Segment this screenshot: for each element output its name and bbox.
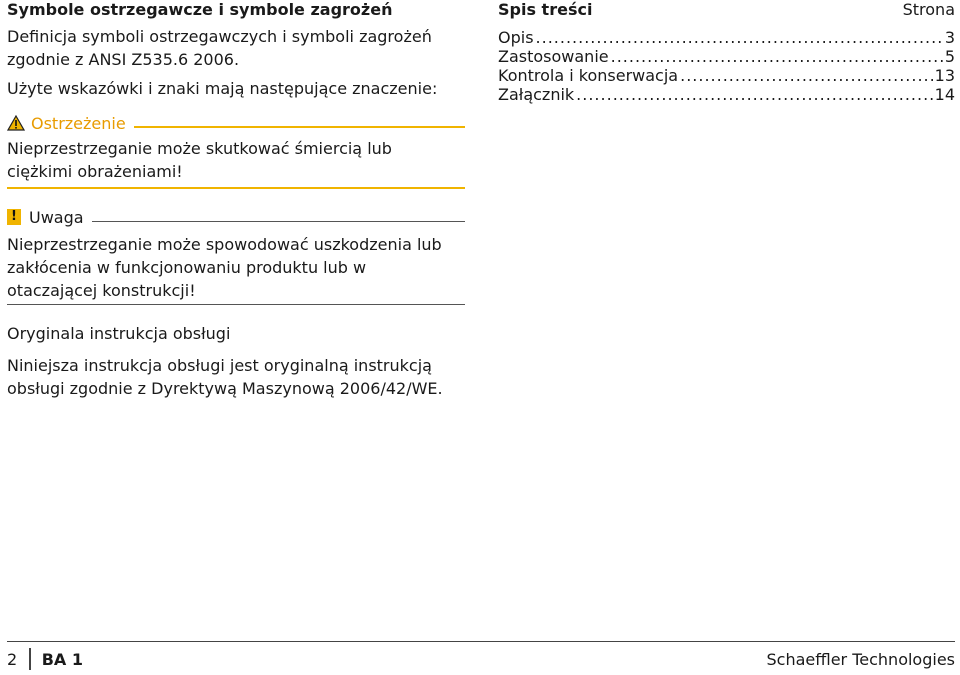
toc-leader-dots [536, 28, 943, 47]
toc-item-label: Kontrola i konserwacja [498, 66, 679, 85]
warning-bottom-rule [7, 187, 465, 189]
left-column [7, 0, 465, 400]
table-of-contents [498, 0, 955, 104]
original-manual-title: Oryginala instrukcja obsługi [7, 324, 231, 343]
toc-item-label: Zastosowanie [498, 47, 609, 66]
toc-item-page: 5 [944, 47, 955, 66]
caution-bottom-rule [7, 304, 465, 305]
caution-label: Uwaga [29, 207, 84, 227]
toc-item-kontrola[interactable] [498, 66, 955, 85]
toc-header [498, 0, 955, 20]
caution-heading [7, 206, 465, 228]
toc-item-opis[interactable] [498, 28, 955, 47]
footer-rule [7, 641, 955, 642]
warning-triangle-icon [7, 115, 25, 131]
page-number: 2 [7, 649, 18, 669]
toc-item-page: 3 [944, 28, 955, 47]
caution-text-line-3: otaczającej konstrukcji! [7, 281, 196, 300]
warning-symbols-title: Symbole ostrzegawcze i symbole zagrożeń [7, 0, 393, 19]
toc-item-zastosowanie[interactable] [498, 47, 955, 66]
warning-label: Ostrzeżenie [31, 113, 126, 133]
document-id: BA 1 [41, 649, 83, 669]
warning-text-line-1: Nieprzestrzeganie może skutkować śmiercią lub [7, 139, 392, 158]
footer [7, 648, 955, 670]
warning-heading [7, 112, 465, 134]
toc-leader-dots [576, 85, 932, 104]
definition-line-2: zgodnie z ANSI Z535.6 2006. [7, 50, 240, 69]
definition-line-1: Definicja symboli ostrzegawczych i symboli zagrożeń [7, 27, 432, 46]
original-manual-text-line-2: obsługi zgodnie z Dyrektywą Maszynową 2006/42/WE. [7, 379, 443, 398]
toc-leader-dots [611, 47, 943, 66]
warning-heading-rule [134, 126, 465, 128]
toc-item-label: Załącznik [498, 85, 575, 104]
toc-leader-dots [680, 66, 933, 85]
footer-separator [29, 648, 31, 670]
toc-title: Spis treści [498, 0, 593, 19]
company-name: Schaeffler Technologies [766, 649, 955, 669]
caution-text-line-2: zakłócenia w funkcjonowaniu produktu lub w [7, 258, 367, 277]
exclamation-square-icon: ! [7, 209, 21, 225]
caution-heading-rule [92, 221, 465, 222]
toc-item-label: Opis [498, 28, 534, 47]
toc-item-page: 13 [934, 66, 955, 85]
toc-item-zalacznik[interactable] [498, 85, 955, 104]
caution-text-line-1: Nieprzestrzeganie może spowodować uszkodzenia lub [7, 235, 442, 254]
toc-page-header: Strona [902, 0, 955, 19]
original-manual-text-line-1: Niniejsza instrukcja obsługi jest oryginalną instrukcją [7, 356, 432, 375]
warning-text-line-2: ciężkimi obrażeniami! [7, 162, 183, 181]
intro-text: Użyte wskazówki i znaki mają następujące znaczenie: [7, 79, 438, 98]
toc-item-page: 14 [934, 85, 955, 104]
